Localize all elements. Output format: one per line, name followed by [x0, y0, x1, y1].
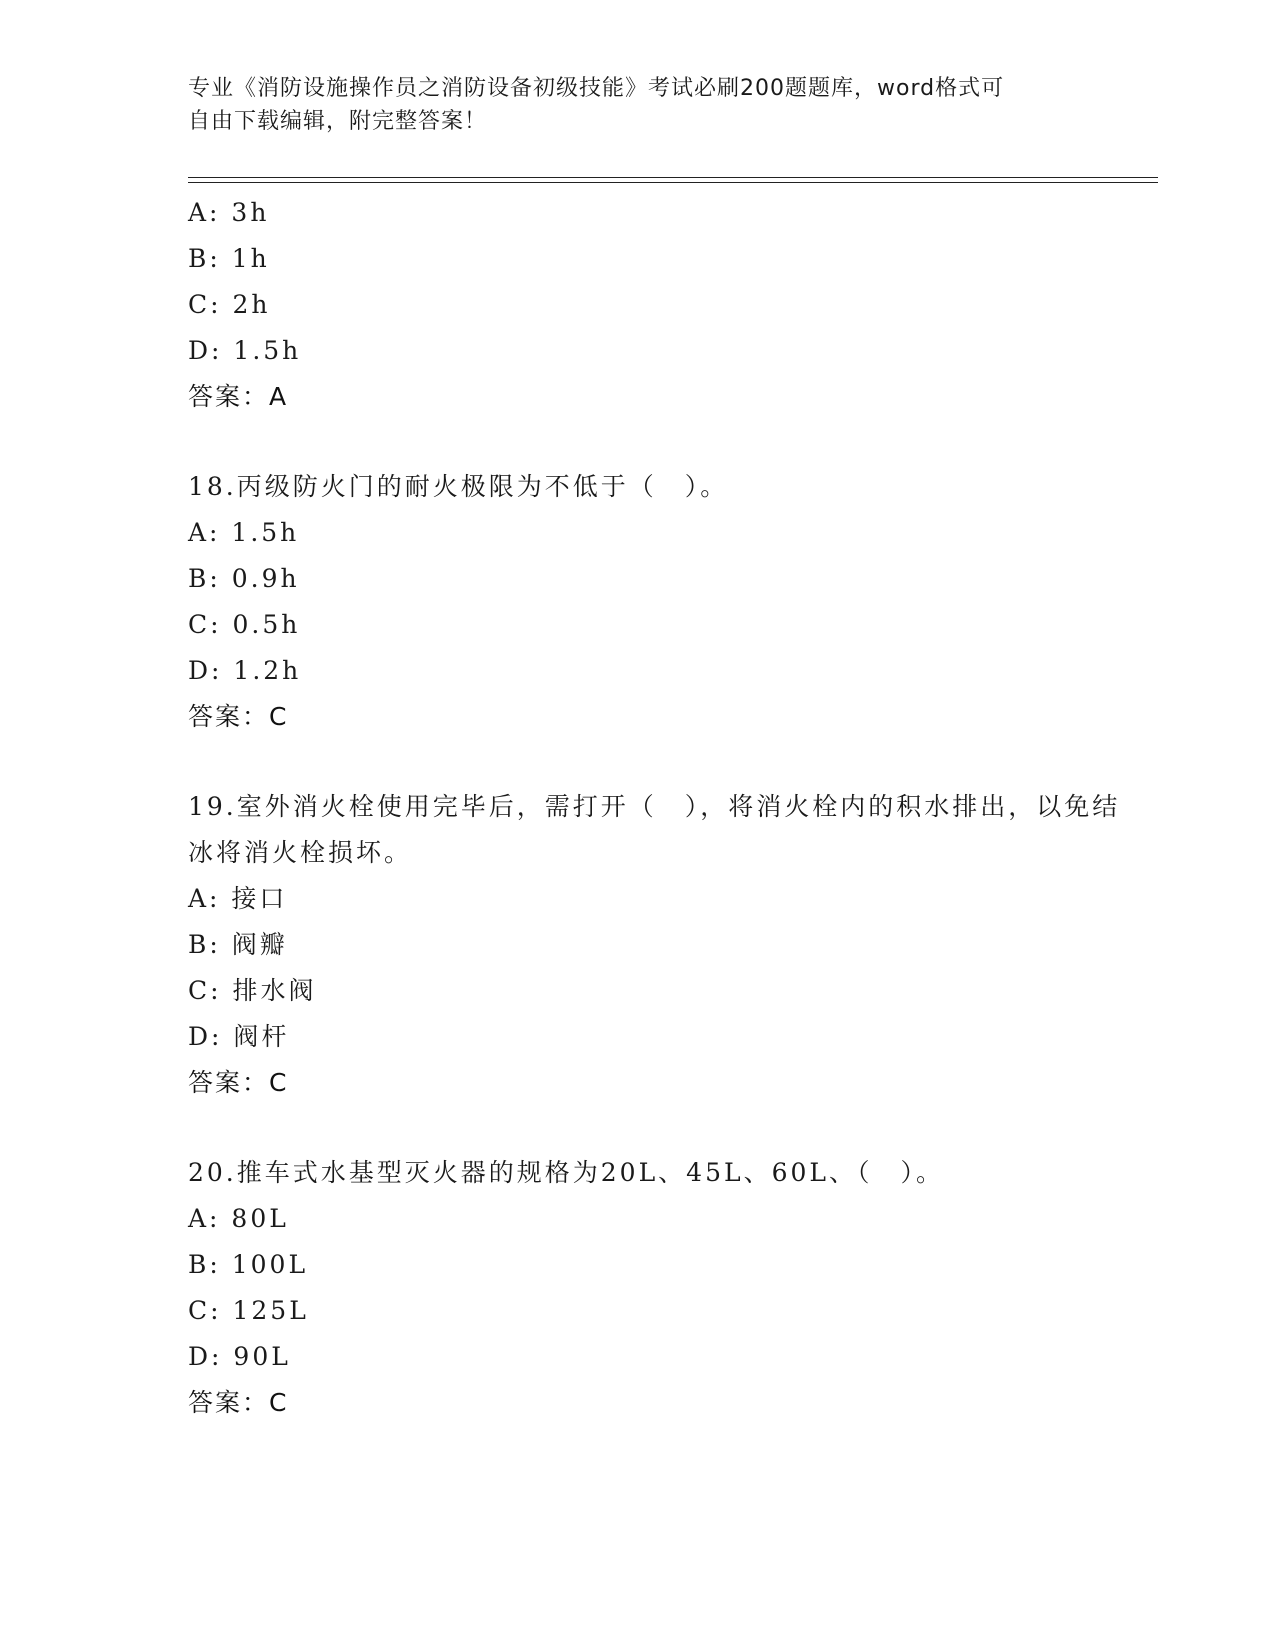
question-20 [188, 1150, 1128, 1426]
option-c: C: 0.5h [188, 610, 301, 639]
document-header [188, 72, 1088, 138]
option-b: B: 阀瓣 [188, 930, 288, 959]
header-line-2: 自由下载编辑，附完整答案！ [188, 109, 488, 134]
option-a: A: 80L [188, 1204, 289, 1233]
option-b: B: 1h [188, 244, 270, 273]
question-stem: 18.丙级防火门的耐火极限为不低于（ ）。 [188, 472, 729, 501]
option-a: A: 3h [188, 198, 270, 227]
question-list [188, 190, 1128, 1426]
answer-line: 答案：C [188, 1388, 289, 1417]
question-stem: 20.推车式水基型灭火器的规格为20L、45L、60L、（ ）。 [188, 1158, 944, 1187]
header-divider-bottom [188, 182, 1158, 183]
option-a: A: 接口 [188, 884, 288, 913]
option-c: C: 排水阀 [188, 976, 317, 1005]
option-d: D: 阀杆 [188, 1022, 290, 1051]
question-stem: 19.室外消火栓使用完毕后，需打开（ ），将消火栓内的积水排出，以免结冰将消火栓损坏。 [188, 792, 1121, 867]
question-17 [188, 190, 1128, 420]
option-a: A: 1.5h [188, 518, 300, 547]
option-d: D: 1.5h [188, 336, 302, 365]
option-c: C: 2h [188, 290, 271, 319]
option-c: C: 125L [188, 1296, 309, 1325]
question-19 [188, 784, 1128, 1106]
option-b: B: 100L [188, 1250, 309, 1279]
answer-line: 答案：A [188, 382, 289, 411]
option-d: D: 90L [188, 1342, 291, 1371]
question-18 [188, 464, 1128, 740]
header-line-1: 专业《消防设施操作员之消防设备初级技能》考试必刷200题题库，word格式可 [188, 76, 1005, 101]
option-d: D: 1.2h [188, 656, 302, 685]
option-b: B: 0.9h [188, 564, 300, 593]
answer-line: 答案：C [188, 1068, 289, 1097]
header-divider-top [188, 177, 1158, 178]
answer-line: 答案：C [188, 702, 289, 731]
